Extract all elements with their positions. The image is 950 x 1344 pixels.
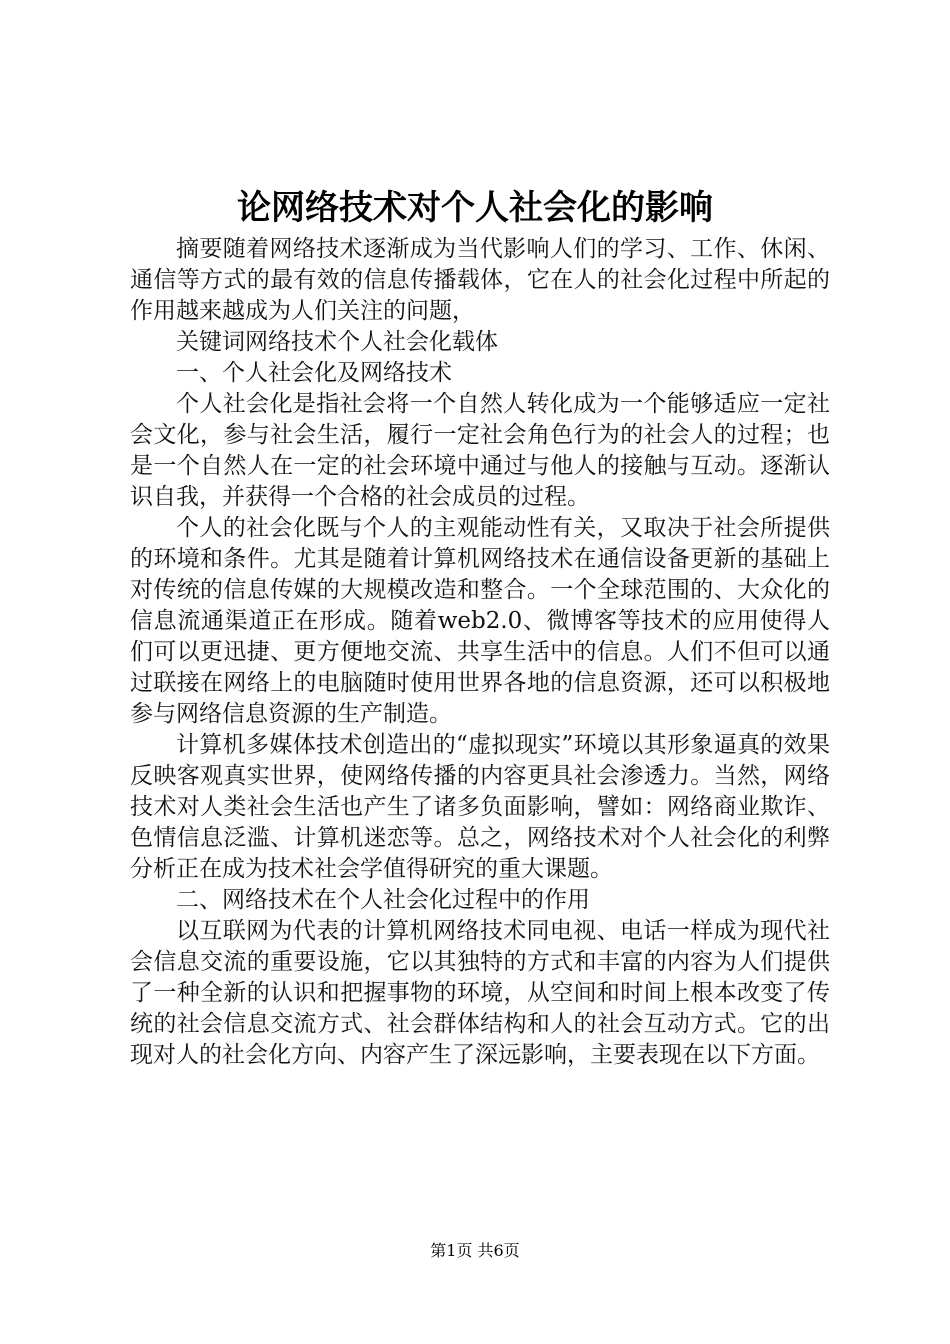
body-paragraph: 个人社会化是指社会将一个自然人转化成为一个能够适应一定社会文化，参与社会生活，履行一定社会角色行为的社会人的过程；也是一个自然人在一定的社会环境中通过与他人的接触与互动。逐渐认识自我，并获得一个合格的社会成员的过程。 <box>130 391 830 510</box>
body-paragraph: 个人的社会化既与个人的主观能动性有关，又取决于社会所提供的环境和条件。尤其是随着计算机网络技术在通信设备更新的基础上对传统的信息传媒的大规模改造和整合。一个全球范围的、大众化的信息流通渠道正在形成。随着web2.0、微博客等技术的应用使得人们可以更迅捷、更方便地交流、共享生活中的信息。人们不但可以通过联接在网络上的电脑随时使用世界各地的信息资源，还可以积极地参与网络信息资源的生产制造。 <box>130 515 830 727</box>
abstract-paragraph: 摘要随着网络技术逐渐成为当代影响人们的学习、工作、休闲、通信等方式的最有效的信息传播载体，它在人的社会化过程中所起的作用越来越成为人们关注的问题， <box>130 236 830 324</box>
document-body <box>130 234 830 1071</box>
body-paragraph: 以互联网为代表的计算机网络技术同电视、电话一样成为现代社会信息交流的重要设施，它以其独特的方式和丰富的内容为人们提供了一种全新的认识和把握事物的环境，从空间和时间上根本改变了传统的社会信息交流方式、社会群体结构和人的社会互动方式。它的出现对人的社会化方向、内容产生了深远影响，主要表现在以下方面。 <box>130 918 830 1068</box>
page-number-footer: 第1页 共6页 <box>430 1241 520 1260</box>
body-paragraph: 计算机多媒体技术创造出的“虚拟现实”环境以其形象逼真的效果反映客观真实世界，使网络传播的内容更具社会渗透力。当然，网络技术对人类社会生活也产生了诸多负面影响，譬如：网络商业欺诈、色情信息泛滥、计算机迷恋等。总之，网络技术对个人社会化的利弊分析正在成为技术社会学值得研究的重大课题。 <box>130 732 830 882</box>
document-title: 论网络技术对个人社会化的影响 <box>237 188 713 228</box>
section-heading-1: 一、个人社会化及网络技术 <box>176 360 452 386</box>
section-heading-2: 二、网络技术在个人社会化过程中的作用 <box>176 887 590 913</box>
keywords-paragraph: 关键词网络技术个人社会化载体 <box>176 329 498 355</box>
